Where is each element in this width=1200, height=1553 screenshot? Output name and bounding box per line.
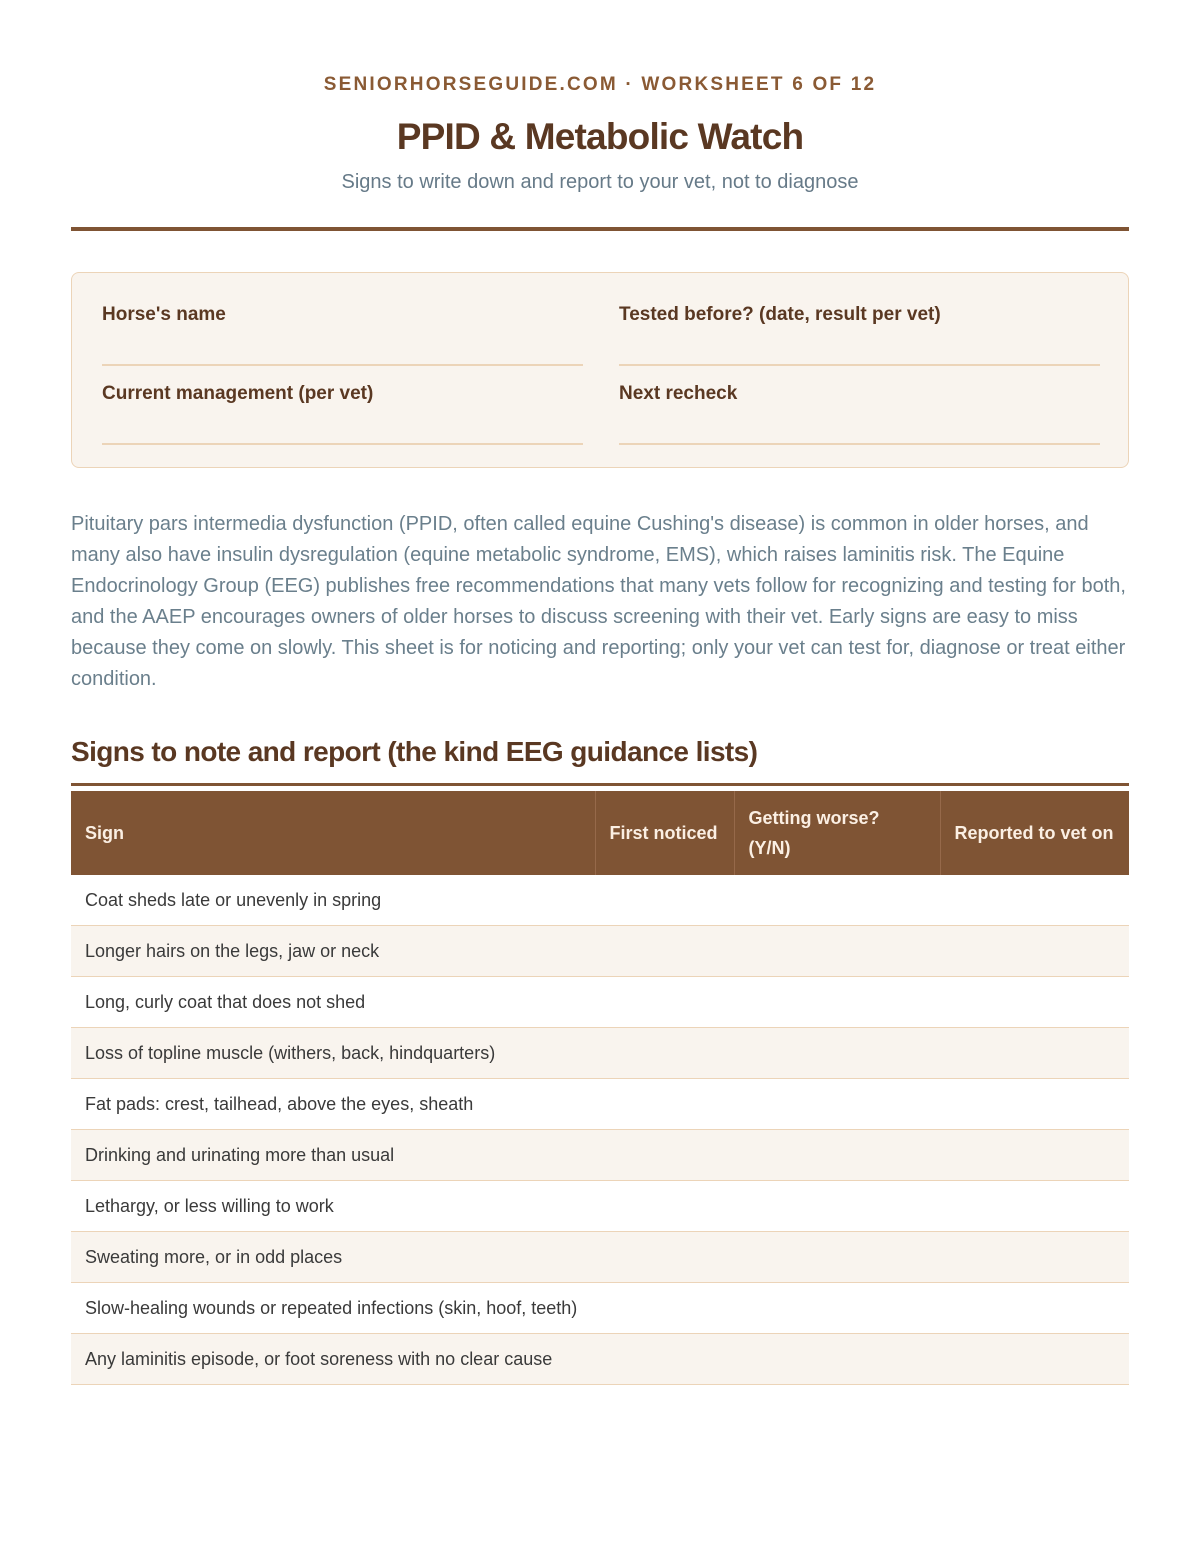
sign-cell: Lethargy, or less willing to work [71,1181,595,1232]
getting-worse-cell[interactable] [734,875,940,926]
write-in-line[interactable] [619,443,1100,445]
table-row [71,926,1129,977]
horse-info-box [71,272,1129,468]
field-label: Current management (per vet) [102,383,374,404]
reported-cell[interactable] [940,1334,1129,1385]
section-divider [71,783,1129,786]
column-header-getting-worse: Getting worse? (Y/N) [734,791,940,875]
table-row [71,1283,1129,1334]
field-label: Next recheck [619,383,738,404]
field-label: Horse's name [102,304,226,325]
first-noticed-cell[interactable] [595,1130,734,1181]
getting-worse-cell[interactable] [734,926,940,977]
table-row [71,875,1129,926]
field-label: Tested before? (date, result per vet) [619,304,941,325]
sign-cell: Coat sheds late or unevenly in spring [71,875,595,926]
reported-cell[interactable] [940,1181,1129,1232]
sign-cell: Long, curly coat that does not shed [71,977,595,1028]
first-noticed-cell[interactable] [595,1334,734,1385]
sign-cell: Fat pads: crest, tailhead, above the eyes, sheath [71,1079,595,1130]
sign-cell: Any laminitis episode, or foot soreness with no clear cause [71,1334,595,1385]
write-in-line[interactable] [102,443,583,445]
sign-cell: Sweating more, or in odd places [71,1232,595,1283]
intro-paragraph: Pituitary pars intermedia dysfunction (PPID, often called equine Cushing's disease) is common in older horses, and many also have insulin dysregulation (equine metabolic syndrome, EMS), which raises laminitis risk. The Equine Endocrinology Group (EEG) publishes free recommendations that many vets follow for recognizing and testing for both, and the AAEP encourages owners of older horses to discuss screening with their vet. Early signs are easy to miss because they come on slowly. This sheet is for noticing and reporting; only your vet can test for, diagnose or treat either condition. [71,513,1126,690]
table-header-row [71,791,1129,875]
horse-name-field[interactable] [102,287,583,366]
next-recheck-field[interactable] [619,366,1100,445]
table-row [71,1130,1129,1181]
table-row [71,1334,1129,1385]
reported-cell[interactable] [940,1232,1129,1283]
getting-worse-cell[interactable] [734,1181,940,1232]
first-noticed-cell[interactable] [595,1232,734,1283]
getting-worse-cell[interactable] [734,977,940,1028]
reported-cell[interactable] [940,875,1129,926]
section-heading: Signs to note and report (the kind EEG guidance lists) [71,736,758,767]
table-row [71,977,1129,1028]
first-noticed-cell[interactable] [595,875,734,926]
table-row [71,1232,1129,1283]
sign-cell: Longer hairs on the legs, jaw or neck [71,926,595,977]
first-noticed-cell[interactable] [595,1181,734,1232]
first-noticed-cell[interactable] [595,1028,734,1079]
table-row [71,1181,1129,1232]
reported-cell[interactable] [940,1028,1129,1079]
sign-cell: Slow-healing wounds or repeated infections (skin, hoof, teeth) [71,1283,595,1334]
getting-worse-cell[interactable] [734,1079,940,1130]
reported-cell[interactable] [940,1130,1129,1181]
getting-worse-cell[interactable] [734,1130,940,1181]
table-row [71,1079,1129,1130]
reported-cell[interactable] [940,1079,1129,1130]
tested-before-field[interactable] [619,287,1100,366]
first-noticed-cell[interactable] [595,977,734,1028]
getting-worse-cell[interactable] [734,1028,940,1079]
sign-cell: Drinking and urinating more than usual [71,1130,595,1181]
worksheet-kicker: SENIORHORSEGUIDE.COM · WORKSHEET 6 OF 12 [323,74,877,95]
getting-worse-cell[interactable] [734,1334,940,1385]
getting-worse-cell[interactable] [734,1232,940,1283]
signs-table [71,791,1129,1385]
reported-cell[interactable] [940,1283,1129,1334]
reported-cell[interactable] [940,926,1129,977]
column-header-sign: Sign [71,791,595,875]
header-divider [71,227,1129,231]
getting-worse-cell[interactable] [734,1283,940,1334]
table-row [71,1028,1129,1079]
sign-cell: Loss of topline muscle (withers, back, hindquarters) [71,1028,595,1079]
first-noticed-cell[interactable] [595,1079,734,1130]
page-subtitle: Signs to write down and report to your vet, not to diagnose [341,171,859,193]
column-header-first-noticed: First noticed [595,791,734,875]
reported-cell[interactable] [940,977,1129,1028]
first-noticed-cell[interactable] [595,1283,734,1334]
first-noticed-cell[interactable] [595,926,734,977]
current-management-field[interactable] [102,366,583,445]
page-title: PPID & Metabolic Watch [396,116,804,157]
column-header-reported-to-vet: Reported to vet on [940,791,1129,875]
